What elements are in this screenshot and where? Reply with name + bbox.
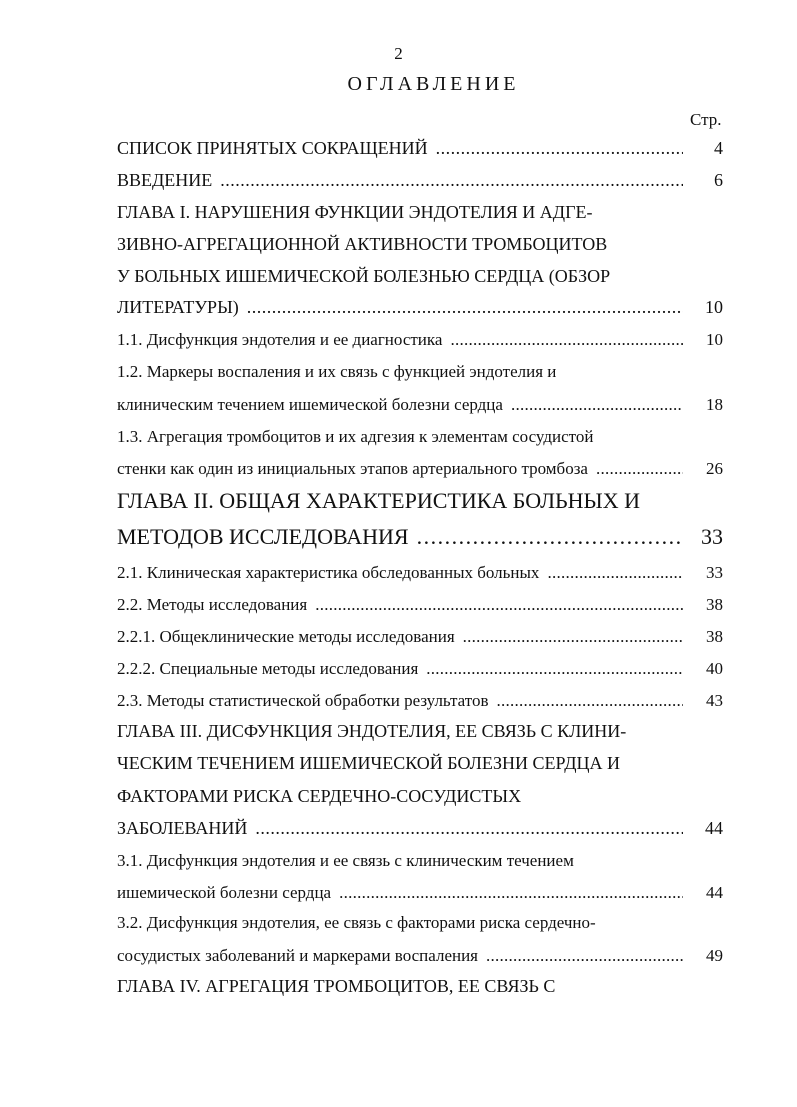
toc-entry bbox=[117, 883, 723, 903]
toc-entry bbox=[117, 946, 723, 966]
toc-entry bbox=[117, 627, 723, 647]
toc-entry-text: сосудистых заболеваний и маркерами воспаления bbox=[117, 946, 479, 965]
toc-entry-text: ишемической болезни сердца bbox=[117, 883, 332, 902]
toc-page-number: 33 bbox=[701, 524, 723, 549]
toc-entry bbox=[117, 297, 723, 318]
dot-leader bbox=[596, 459, 683, 479]
dot-leader bbox=[255, 818, 683, 839]
toc-entry bbox=[117, 595, 723, 615]
toc-page-number: 33 bbox=[706, 563, 723, 582]
toc-entry bbox=[117, 691, 723, 711]
toc-entry-line: 3.1. Дисфункция эндотелия и ее связь с клиническим течением bbox=[117, 851, 574, 870]
toc-entry bbox=[117, 395, 723, 415]
toc-entry-line: 1.2. Маркеры воспаления и их связь с функцией эндотелия и bbox=[117, 362, 557, 381]
dot-leader bbox=[247, 297, 683, 318]
toc-page-number: 6 bbox=[714, 170, 723, 190]
toc-entry-line: ЧЕСКИМ ТЕЧЕНИЕМ ИШЕМИЧЕСКОЙ БОЛЕЗНИ СЕРДЦА И bbox=[117, 753, 620, 773]
toc-page-number: 44 bbox=[705, 818, 723, 838]
toc-page-number: 10 bbox=[706, 330, 723, 349]
toc-entry-line: ГЛАВА II. ОБЩАЯ ХАРАКТЕРИСТИКА БОЛЬНЫХ И bbox=[117, 488, 640, 513]
dot-leader bbox=[547, 563, 683, 583]
page-column-label: Стр. bbox=[690, 110, 722, 129]
toc-page-number: 38 bbox=[706, 627, 723, 646]
toc-entry bbox=[117, 138, 723, 159]
dot-leader bbox=[339, 883, 683, 903]
toc-entry-text: ЗАБОЛЕВАНИЙ bbox=[117, 818, 248, 838]
dot-leader bbox=[497, 691, 683, 711]
toc-entry bbox=[117, 330, 723, 350]
dot-leader bbox=[486, 946, 683, 966]
toc-entry-text: клиническим течением ишемической болезни сердца bbox=[117, 395, 503, 414]
toc-entry-text: СПИСОК ПРИНЯТЫХ СОКРАЩЕНИЙ bbox=[117, 138, 428, 158]
toc-entry-text: ВВЕДЕНИЕ bbox=[117, 170, 213, 190]
dot-leader bbox=[417, 524, 683, 550]
toc-entry bbox=[117, 563, 723, 583]
toc-page-number: 10 bbox=[705, 297, 723, 317]
toc-entry-line: У БОЛЬНЫХ ИШЕМИЧЕСКОЙ БОЛЕЗНЬЮ СЕРДЦА (ОБЗОР bbox=[117, 266, 611, 286]
toc-entry-text: 2.1. Клиническая характеристика обследованных больных bbox=[117, 563, 540, 582]
dot-leader bbox=[426, 659, 683, 679]
page-title: ОГЛАВЛЕНИЕ bbox=[347, 73, 520, 95]
toc-entry bbox=[117, 170, 723, 191]
dot-leader bbox=[436, 138, 683, 159]
dot-leader bbox=[450, 330, 683, 350]
toc-page-number: 4 bbox=[714, 138, 723, 158]
toc-page-number: 26 bbox=[706, 459, 723, 478]
toc-entry-line: 3.2. Дисфункция эндотелия, ее связь с факторами риска сердечно- bbox=[117, 913, 596, 932]
dot-leader bbox=[315, 595, 683, 615]
toc-page-number: 38 bbox=[706, 595, 723, 614]
toc-page-number: 44 bbox=[706, 883, 723, 902]
toc-entry-line: ГЛАВА III. ДИСФУНКЦИЯ ЭНДОТЕЛИЯ, ЕЕ СВЯЗЬ С КЛИНИ- bbox=[117, 721, 627, 741]
toc-page-number: 40 bbox=[706, 659, 723, 678]
toc-entry bbox=[117, 818, 723, 839]
toc-entry-line: ГЛАВА IV. АГРЕГАЦИЯ ТРОМБОЦИТОВ, ЕЕ СВЯЗЬ С bbox=[117, 976, 556, 996]
page-number: 2 bbox=[394, 44, 403, 63]
toc-entry-text: 2.2.1. Общеклинические методы исследования bbox=[117, 627, 455, 646]
toc-entry-line: ФАКТОРАМИ РИСКА СЕРДЕЧНО-СОСУДИСТЫХ bbox=[117, 786, 522, 806]
toc-entry bbox=[117, 659, 723, 679]
toc-entry bbox=[117, 459, 723, 479]
toc-page-number: 43 bbox=[706, 691, 723, 710]
dot-leader bbox=[463, 627, 683, 647]
toc-entry-text: 2.2. Методы исследования bbox=[117, 595, 308, 614]
toc-entry bbox=[117, 524, 723, 550]
toc-entry-line: 1.3. Агрегация тромбоцитов и их адгезия к элементам сосудистой bbox=[117, 427, 594, 446]
toc-page-number: 18 bbox=[706, 395, 723, 414]
toc-entry-text: ЛИТЕРАТУРЫ) bbox=[117, 297, 239, 317]
toc-entry-text: 2.2.2. Специальные методы исследования bbox=[117, 659, 419, 678]
toc-entry-text: МЕТОДОВ ИССЛЕДОВАНИЯ bbox=[117, 524, 409, 549]
toc-entry-line: ЗИВНО-АГРЕГАЦИОННОЙ АКТИВНОСТИ ТРОМБОЦИТОВ bbox=[117, 234, 608, 254]
toc-entry-text: 2.3. Методы статистической обработки результатов bbox=[117, 691, 489, 710]
dot-leader bbox=[220, 170, 683, 191]
toc-entry-text: стенки как один из инициальных этапов артериального тромбоза bbox=[117, 459, 588, 478]
toc-entry-text: 1.1. Дисфункция эндотелия и ее диагностика bbox=[117, 330, 443, 349]
toc-entry-line: ГЛАВА I. НАРУШЕНИЯ ФУНКЦИИ ЭНДОТЕЛИЯ И АДГЕ- bbox=[117, 202, 593, 222]
dot-leader bbox=[511, 395, 683, 415]
toc-page-number: 49 bbox=[706, 946, 723, 965]
